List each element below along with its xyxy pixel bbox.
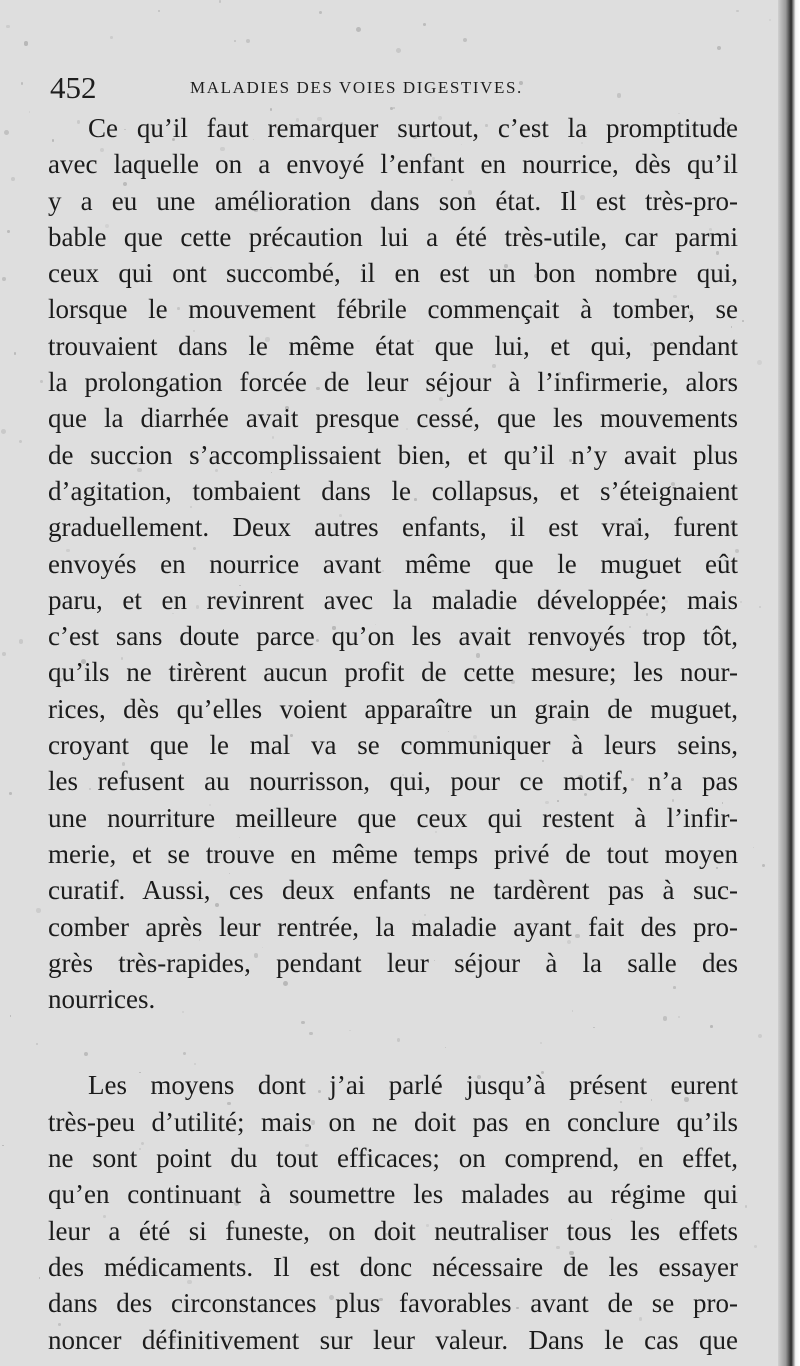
foxing-spot <box>11 177 15 181</box>
text-line: avec laquelle on a envoyé l’enfant en nourrice, dès qu’il <box>48 149 738 180</box>
text-line: trouvaient dans le même état que lui, et qui, pendant <box>48 330 738 361</box>
text-line: curatif. Aussi, ces deux enfants ne tardèrent pas à suc- <box>48 875 738 906</box>
foxing-spot <box>769 19 771 21</box>
foxing-spot <box>6 25 10 29</box>
text-line: ceux qui ont succombé, il en est un bon nombre qui, <box>48 258 738 289</box>
page-binding-edge <box>778 0 800 1366</box>
foxing-spot <box>110 36 113 39</box>
foxing-spot <box>740 601 742 603</box>
paragraph-gap <box>48 1017 738 1067</box>
text-line: paru, et en revinrent avec la maladie développée; mais <box>48 584 738 615</box>
text-line: ne sont point du tout efficaces; on comprend, en effet, <box>48 1143 738 1174</box>
foxing-spot <box>745 1205 748 1208</box>
text-line: d’agitation, tombaient dans le collapsus, et s’éteignaient <box>48 475 738 506</box>
foxing-spot <box>36 1043 38 1045</box>
foxing-spot <box>736 10 738 12</box>
text-line: y a eu une amélioration dans son état. Il est très-pro- <box>48 185 738 216</box>
text-line: leur a été si funeste, on doit neutraliser tous les effets <box>48 1215 738 1246</box>
foxing-spot <box>39 1277 41 1279</box>
text-line: de succion s’accomplissaient bien, et qu’il n’y avait plus <box>48 439 738 470</box>
text-line: rices, dès qu’elles voient apparaître un grain de muguet, <box>48 693 738 724</box>
foxing-spot <box>10 1015 12 1017</box>
paragraph-1 <box>48 110 738 1017</box>
foxing-spot <box>742 320 744 322</box>
text-line: très-peu d’utilité; mais on ne doit pas en conclure qu’ils <box>48 1106 738 1137</box>
foxing-spot <box>2 1145 4 1147</box>
text-line: croyant que le mal va se communiquer à leurs seins, <box>48 730 738 761</box>
text-line: Ce qu’il faut remarquer surtout, c’est la promptitude <box>88 113 738 143</box>
foxing-spot <box>2 652 6 656</box>
text-line: dans des circonstances plus favorables avant de se pro- <box>48 1288 738 1319</box>
text-line: noncer définitivement sur leur valeur. Dans le cas que <box>48 1324 738 1355</box>
text-line: nourrices. <box>48 984 156 1015</box>
foxing-spot <box>1 429 6 434</box>
foxing-spot <box>14 352 16 354</box>
foxing-spot <box>219 0 222 3</box>
foxing-spot <box>21 82 23 84</box>
foxing-spot <box>9 792 12 795</box>
foxing-spot <box>762 864 765 867</box>
foxing-spot <box>40 380 43 383</box>
text-line: qu’en continuant à soumettre les malades au régime qui <box>48 1179 738 1210</box>
text-line: qu’ils ne tirèrent aucun profit de cette mesure; les nour- <box>48 657 738 688</box>
paragraph-2 <box>48 1067 738 1357</box>
text-line: envoyés en nourrice avant même que le muguet eût <box>48 548 738 579</box>
running-title: MALADIES DES VOIES DIGESTIVES. <box>190 78 523 97</box>
foxing-spot <box>759 606 761 608</box>
text-line: grès très-rapides, pendant leur séjour à la salle des <box>48 947 738 978</box>
page-header <box>50 68 740 108</box>
body-text <box>48 110 738 1358</box>
text-line: une nourriture meilleure que ceux qui restent à l’infir- <box>48 802 738 833</box>
foxing-spot <box>7 230 10 233</box>
foxing-spot <box>4 130 9 135</box>
foxing-spot <box>19 440 22 443</box>
foxing-spot <box>356 27 361 32</box>
foxing-spot <box>717 46 721 50</box>
foxing-spot <box>463 38 467 42</box>
text-line: que la diarrhée avait presque cessé, que les mouvements <box>48 403 738 434</box>
text-line: c’est sans doute parce qu’on les avait renvoyés trop tôt, <box>48 621 738 652</box>
text-line: la prolongation forcée de leur séjour à l’infirmerie, alors <box>48 367 738 398</box>
foxing-spot <box>319 11 322 14</box>
foxing-spot <box>758 1034 762 1038</box>
text-line: les refusent au nourrisson, qui, pour ce motif, n’a pas <box>48 766 738 797</box>
text-line: lorsque le mouvement fébrile commençait à tomber, se <box>48 294 738 325</box>
foxing-spot <box>753 847 754 848</box>
foxing-spot <box>19 639 23 643</box>
text-line: Les moyens dont j’ai parlé jusqu’à présent eurent <box>88 1070 738 1101</box>
foxing-spot <box>396 48 401 53</box>
foxing-spot <box>757 360 762 365</box>
foxing-spot <box>158 10 160 12</box>
foxing-spot <box>754 1245 757 1248</box>
foxing-spot <box>29 111 31 113</box>
text-line: comber après leur rentrée, la maladie ayant fait des pro- <box>48 911 738 942</box>
text-line: des médicaments. Il est donc nécessaire de les essayer <box>48 1251 738 1282</box>
foxing-spot <box>24 41 28 45</box>
foxing-spot <box>2 277 6 281</box>
text-line: merie, et se trouve en même temps privé de tout moyen <box>48 838 738 869</box>
foxing-spot <box>423 23 426 26</box>
page-number: 452 <box>50 70 97 105</box>
foxing-spot <box>36 908 41 913</box>
text-line: bable que cette précaution lui a été très-utile, car parmi <box>48 221 738 252</box>
text-line: graduellement. Deux autres enfants, il est vrai, furent <box>48 512 738 543</box>
foxing-spot <box>246 39 250 43</box>
foxing-spot <box>234 40 236 42</box>
